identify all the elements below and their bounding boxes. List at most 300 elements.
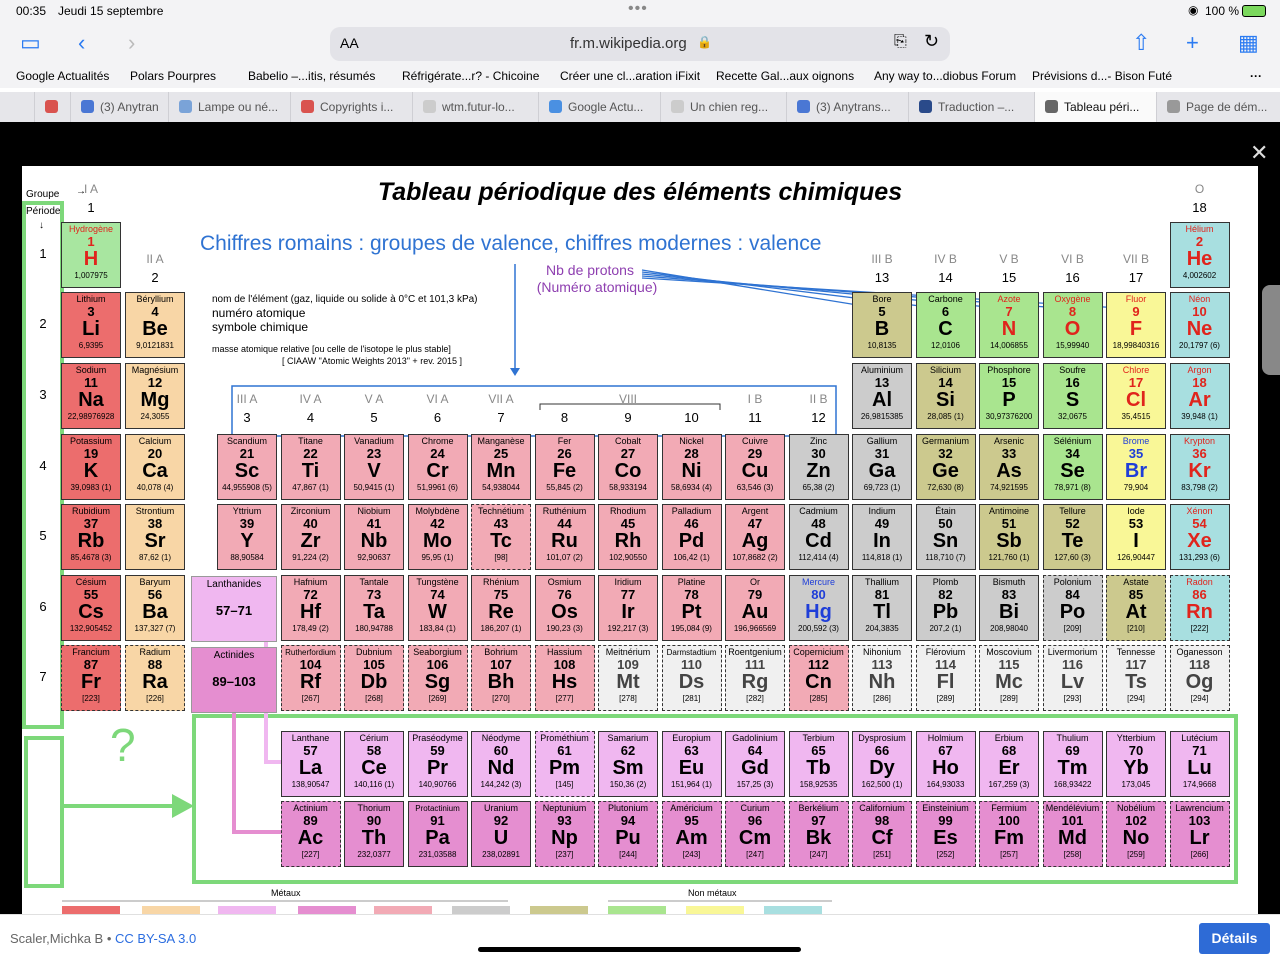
- atomic-number: 17: [1128, 375, 1144, 390]
- element-name: Hélium: [1185, 224, 1214, 234]
- element-symbol: Rh: [614, 530, 642, 552]
- element-cell-md: [1043, 801, 1103, 867]
- atomic-mass: [222]: [1190, 624, 1209, 633]
- atomic-number: 118: [1189, 657, 1210, 672]
- group-roman-label: VII B: [1122, 252, 1149, 266]
- atomic-mass: 51,9961 (6): [417, 483, 458, 492]
- atomic-mass: 167,259 (3): [988, 780, 1030, 789]
- legend-swatch: [218, 906, 276, 914]
- period-number: 7: [39, 669, 47, 684]
- atomic-number: 19: [83, 446, 99, 461]
- atomic-number: 116: [1062, 657, 1083, 672]
- element-symbol: Pu: [615, 827, 641, 849]
- tab-title: (3) Anytrans...: [816, 100, 891, 114]
- element-name: Zinc: [809, 436, 827, 446]
- atomic-number: 75: [493, 587, 509, 602]
- license-link[interactable]: CC BY-SA 3.0: [115, 931, 197, 946]
- atomic-number: 26: [557, 446, 572, 461]
- bookmark-item[interactable]: Polars Pourpres: [130, 69, 217, 83]
- atomic-number: 117: [1125, 657, 1147, 672]
- atomic-number: 20: [147, 446, 163, 461]
- element-symbol: S: [1065, 389, 1080, 411]
- forward-icon[interactable]: ›: [128, 30, 136, 55]
- element-symbol: H: [83, 248, 99, 270]
- close-viewer-icon[interactable]: ✕: [1250, 140, 1269, 165]
- element-symbol: Fl: [936, 671, 955, 693]
- element-name: Tantale: [359, 577, 389, 587]
- element-cell-n: [979, 292, 1039, 358]
- element-cell-si: [916, 363, 976, 429]
- element-cell-h: [61, 222, 121, 288]
- element-symbol: He: [1186, 248, 1213, 270]
- atomic-mass: 12,0106: [931, 341, 960, 350]
- element-symbol: Ti: [301, 460, 320, 482]
- atomic-number: 43: [493, 516, 509, 531]
- atomic-number: 109: [617, 657, 639, 672]
- element-name: Fluor: [1125, 294, 1147, 304]
- element-symbol: La: [298, 757, 323, 779]
- element-name: Bohrium: [484, 647, 518, 657]
- element-symbol: Pt: [681, 601, 702, 623]
- atomic-mass: [243]: [682, 850, 701, 859]
- atomic-number: 82: [938, 587, 953, 602]
- element-name: Scandium: [226, 436, 268, 446]
- browser-tab[interactable]: [34, 92, 70, 122]
- element-name: Soufre: [1059, 365, 1086, 375]
- browser-tab[interactable]: [908, 92, 1034, 122]
- atomic-number: 59: [430, 743, 445, 758]
- atomic-mass: 178,49 (2): [292, 624, 329, 633]
- element-cell-hg: [789, 575, 849, 641]
- element-symbol: Ne: [1186, 318, 1213, 340]
- group-number: 3: [243, 410, 251, 425]
- atomic-number: 92: [493, 813, 509, 828]
- bookmark-item[interactable]: Recette Gal...aux oignons: [716, 69, 855, 83]
- browser-tab[interactable]: [1034, 92, 1156, 122]
- atomic-number: 86: [1192, 587, 1207, 602]
- element-symbol: Lu: [1187, 757, 1212, 779]
- element-cell-as: [979, 434, 1039, 500]
- element-symbol: Bi: [999, 601, 1019, 623]
- group-number: 6: [433, 410, 442, 425]
- group-label: Groupe: [26, 189, 60, 200]
- atomic-number: 69: [1065, 743, 1080, 758]
- details-button[interactable]: Détails: [1199, 923, 1270, 954]
- atomic-mass: 39,948 (1): [1181, 412, 1218, 421]
- element-symbol: Sc: [234, 460, 260, 482]
- bookmark-item[interactable]: Google Actualités: [16, 69, 110, 83]
- element-cell-b: [852, 292, 912, 358]
- bookmark-item[interactable]: Babelio –...itis, résumés: [248, 69, 376, 83]
- url-text[interactable]: fr.m.wikipedia.org: [570, 35, 687, 52]
- atomic-number: 46: [684, 516, 699, 531]
- atomic-mass: 40,078 (4): [136, 483, 174, 492]
- atomic-mass: 39,0983 (1): [70, 483, 112, 492]
- element-name: Californium: [859, 803, 905, 813]
- element-name: Indium: [868, 506, 896, 516]
- element-cell-mt: [598, 645, 658, 711]
- atomic-mass: [259]: [1127, 850, 1145, 859]
- bookmark-item[interactable]: Créer une cl...aration iFixit: [560, 69, 701, 83]
- group-number: 12: [811, 410, 826, 425]
- side-handle-icon[interactable]: [1262, 285, 1280, 375]
- element-symbol: C: [938, 318, 953, 340]
- element-name: Américium: [670, 803, 713, 813]
- group-roman-label: VIII: [618, 392, 637, 406]
- atomic-mass: 158,92535: [799, 780, 838, 789]
- atomic-mass: 35,4515: [1121, 412, 1151, 421]
- empty-period-frame: [26, 738, 62, 886]
- element-symbol: Dy: [869, 757, 895, 779]
- element-cell-zr: [281, 504, 341, 570]
- element-symbol: Ds: [678, 671, 705, 693]
- element-cell-eu: [662, 731, 722, 797]
- credit-author: Scaler,Michka B •: [10, 931, 112, 946]
- element-cell-f: [1106, 292, 1166, 358]
- browser-tab[interactable]: [538, 92, 660, 122]
- element-name: Hydrogène: [68, 224, 114, 234]
- element-cell-po: [1043, 575, 1103, 641]
- element-symbol: Tb: [806, 757, 831, 779]
- element-name: Germanium: [921, 436, 969, 446]
- atomic-mass: 18,99840316: [1112, 341, 1160, 350]
- element-name: Astate: [1123, 577, 1149, 587]
- element-symbol: Zn: [806, 460, 831, 482]
- element-cell-zn: [789, 434, 849, 500]
- tab-favicon-icon: [301, 100, 314, 113]
- bookmark-item[interactable]: Any way to...diobus Forum: [874, 69, 1017, 83]
- atomic-mass: 164,93033: [926, 780, 965, 789]
- tab-favicon-icon: [81, 100, 94, 113]
- element-cell-ga: [852, 434, 912, 500]
- element-cell-lu: [1170, 731, 1230, 797]
- atomic-number: 35: [1128, 446, 1144, 461]
- atomic-mass: [282]: [746, 694, 764, 703]
- period-arrow-icon: ↓: [39, 220, 44, 231]
- atomic-mass: 28,085 (1): [927, 412, 964, 421]
- atomic-mass: 88,90584: [230, 553, 264, 562]
- atomic-mass: 30,97376200: [985, 412, 1033, 421]
- element-name: Hassium: [546, 647, 582, 657]
- element-cell-br: [1106, 434, 1166, 500]
- element-cell-mn: [471, 434, 531, 500]
- atomic-mass: 118,710 (7): [925, 553, 966, 562]
- tab-title: Traduction –...: [938, 100, 1015, 114]
- atomic-number: 97: [811, 813, 826, 828]
- share-icon[interactable]: ⇧: [1132, 30, 1151, 55]
- tab-overview-icon[interactable]: ▦: [1238, 30, 1259, 55]
- atomic-number: 104: [299, 657, 322, 672]
- multitask-dots-icon[interactable]: •••: [628, 0, 648, 17]
- element-name: Palladium: [671, 506, 712, 516]
- back-icon[interactable]: ‹: [78, 30, 86, 55]
- atomic-mass: [293]: [1063, 694, 1082, 703]
- element-symbol: Nb: [360, 530, 388, 552]
- atomic-number: 5: [878, 304, 886, 319]
- atomic-mass: 112,414 (4): [798, 553, 839, 562]
- element-symbol: Eu: [678, 757, 705, 779]
- element-cell-i: [1106, 504, 1166, 570]
- element-name: Molybdène: [415, 506, 460, 516]
- element-symbol: Zr: [300, 530, 321, 552]
- reader-aa-button[interactable]: AA: [340, 35, 359, 51]
- element-cell-ra: [125, 645, 185, 711]
- element-symbol: Ba: [142, 601, 168, 623]
- element-cell-np: [535, 801, 595, 867]
- atomic-number: 90: [366, 813, 382, 828]
- atomic-mass: 65,38 (2): [802, 483, 835, 492]
- atomic-mass: [252]: [936, 850, 955, 859]
- element-cell-tc: [471, 504, 531, 570]
- atomic-number: 88: [147, 657, 163, 672]
- atomic-number: 29: [747, 446, 763, 461]
- element-name: Néodyme: [481, 733, 521, 743]
- atomic-mass: 196,966569: [733, 624, 777, 633]
- element-symbol: Cn: [805, 671, 832, 693]
- period-number: 2: [39, 316, 47, 331]
- new-tab-icon[interactable]: +: [1186, 30, 1199, 55]
- element-symbol: Fm: [994, 827, 1024, 849]
- atomic-mass: 4,002602: [1182, 271, 1217, 280]
- nonmetals-label: Non métaux: [688, 888, 737, 898]
- element-cell-sr: [125, 504, 185, 570]
- atomic-number: 81: [874, 587, 890, 602]
- element-cell-fm: [979, 801, 1039, 867]
- atomic-number: 78: [684, 587, 699, 602]
- element-cell-ru: [535, 504, 595, 570]
- element-name: Iridium: [614, 577, 642, 587]
- atomic-number: 30: [811, 446, 826, 461]
- atomic-mass: 140,90766: [418, 780, 457, 789]
- element-cell-sc: [217, 434, 277, 500]
- element-cell-o: [1043, 292, 1103, 358]
- lanthanides-range-cell: [191, 576, 277, 642]
- legend-swatch: [686, 906, 744, 914]
- tab-title: Copyrights i...: [320, 100, 394, 114]
- element-name: Potassium: [69, 436, 113, 446]
- group-roman-label: O: [1194, 182, 1205, 196]
- element-symbol: Ce: [361, 757, 387, 779]
- element-cell-cl: [1106, 363, 1166, 429]
- element-name: Livermorium: [1047, 647, 1098, 657]
- atomic-mass: 204,3835: [865, 624, 899, 633]
- atomic-number: 47: [747, 516, 763, 531]
- atomic-number: 7: [1005, 304, 1013, 319]
- group-number: 10: [684, 410, 699, 425]
- group-roman-label: II A: [146, 252, 164, 266]
- atomic-number: 53: [1128, 516, 1144, 531]
- legend-swatch: [452, 906, 510, 914]
- element-name: Thulium: [1056, 733, 1089, 743]
- group-roman-label: VII A: [488, 392, 514, 406]
- legend-source: [ CIAAW "Atomic Weights 2013" + rev. 2015 ]: [282, 356, 463, 366]
- atomic-mass: [247]: [809, 850, 828, 859]
- lock-icon: 🔒: [697, 35, 712, 49]
- element-cell-ts: [1106, 645, 1166, 711]
- tab-favicon-icon: [671, 100, 684, 113]
- atomic-mass: [289]: [936, 694, 955, 703]
- element-symbol: Th: [361, 827, 387, 849]
- element-symbol: Bh: [487, 671, 515, 693]
- element-cell-cr: [408, 434, 468, 500]
- atomic-number: 110: [681, 657, 702, 672]
- image-credit: [10, 931, 196, 946]
- browser-tab[interactable]: [70, 92, 168, 122]
- element-name: Copernicium: [793, 647, 844, 657]
- period-label: Période: [26, 206, 61, 217]
- element-cell-pm: [535, 731, 595, 797]
- atomic-mass: 183,84 (1): [419, 624, 456, 633]
- element-name: Hafnium: [293, 577, 328, 587]
- atomic-mass: [266]: [1190, 850, 1209, 859]
- atomic-number: 89: [303, 813, 318, 828]
- element-symbol: Sn: [932, 530, 959, 552]
- legend-swatch: [298, 906, 356, 914]
- element-symbol: Db: [360, 671, 388, 693]
- browser-tab[interactable]: [786, 92, 908, 122]
- element-symbol: Ar: [1188, 389, 1211, 411]
- browser-tab[interactable]: [168, 92, 290, 122]
- atomic-number: 52: [1065, 516, 1080, 531]
- element-symbol: Tl: [873, 601, 891, 623]
- browser-tab[interactable]: [1156, 92, 1280, 122]
- element-cell-xe: [1170, 504, 1230, 570]
- atomic-number: 24: [430, 446, 445, 461]
- element-cell-bi: [979, 575, 1039, 641]
- element-symbol: I: [1133, 530, 1139, 552]
- atomic-number: 41: [366, 516, 382, 531]
- element-name: Chrome: [421, 436, 454, 446]
- browser-tab[interactable]: [412, 92, 538, 122]
- element-cell-p: [979, 363, 1039, 429]
- status-bar: [0, 0, 1280, 22]
- element-cell-os: [535, 575, 595, 641]
- atomic-number: 101: [1061, 813, 1084, 828]
- periodic-table-image: [22, 166, 1258, 914]
- atomic-number: 9: [1132, 304, 1140, 319]
- element-symbol: Mo: [423, 530, 452, 552]
- atomic-mass: 207,2 (1): [929, 624, 962, 633]
- atomic-number: 98: [874, 813, 890, 828]
- element-name: Bismuth: [992, 577, 1026, 587]
- atomic-mass: 150,36 (2): [609, 780, 647, 789]
- element-symbol: Ts: [1125, 671, 1147, 693]
- element-symbol: Cd: [805, 530, 832, 552]
- legend-mass: masse atomique relative [ou celle de l'isotope le plus stable]: [212, 344, 451, 354]
- atomic-number: 8: [1068, 304, 1077, 319]
- atomic-number: 50: [938, 516, 953, 531]
- element-name: Cuivre: [741, 436, 768, 446]
- more-bookmarks-icon[interactable]: ···: [1250, 69, 1262, 83]
- element-name: Gallium: [866, 436, 898, 446]
- browser-tab[interactable]: [290, 92, 412, 122]
- tab-favicon-icon: [423, 100, 436, 113]
- element-symbol: Cf: [871, 827, 893, 849]
- element-cell-ge: [916, 434, 976, 500]
- element-name: Xénon: [1186, 506, 1213, 516]
- atomic-mass: [223]: [82, 694, 100, 703]
- element-name: Cérium: [359, 733, 389, 743]
- element-cell-te: [1043, 504, 1103, 570]
- element-name: Fer: [557, 436, 572, 446]
- atomic-number: 55: [83, 587, 99, 602]
- element-cell-k: [61, 434, 121, 500]
- atomic-mass: 9,0121831: [136, 341, 174, 350]
- atomic-number: 14: [938, 375, 953, 390]
- atomic-number: 10: [1192, 304, 1207, 319]
- browser-tab[interactable]: [660, 92, 786, 122]
- atomic-mass: [278]: [619, 694, 637, 703]
- element-cell-na: [61, 363, 121, 429]
- element-name: Krypton: [1183, 436, 1216, 446]
- element-symbol: Kr: [1188, 460, 1211, 482]
- element-symbol: Au: [741, 601, 769, 623]
- atomic-number: 51: [1001, 516, 1017, 531]
- atomic-number: 25: [493, 446, 509, 461]
- reload-icon[interactable]: ↻: [924, 31, 940, 51]
- atomic-mass: 140,116 (1): [353, 780, 395, 789]
- element-symbol: Cr: [426, 460, 449, 482]
- element-symbol: As: [996, 460, 1022, 482]
- atomic-number: 32: [938, 446, 953, 461]
- group-roman-label: VI A: [426, 392, 449, 406]
- element-cell-fl: [916, 645, 976, 711]
- element-symbol: O: [1064, 318, 1081, 340]
- element-cell-ds: [662, 645, 722, 711]
- sidebar-icon[interactable]: ▭: [20, 30, 41, 55]
- extension-icon[interactable]: ⎘: [894, 33, 907, 50]
- element-name: Or: [750, 577, 760, 587]
- atomic-mass: 107,8682 (2): [732, 553, 778, 562]
- address-bar[interactable]: [330, 27, 950, 61]
- element-symbol: Ga: [868, 460, 896, 482]
- element-cell-nd: [471, 731, 531, 797]
- element-cell-u: [471, 801, 531, 867]
- atomic-number: 77: [620, 587, 636, 602]
- element-cell-hs: [535, 645, 595, 711]
- element-cell-am: [662, 801, 722, 867]
- atomic-number: 108: [553, 657, 576, 672]
- legend-swatch: [530, 906, 588, 914]
- home-indicator: [478, 947, 801, 952]
- atomic-mass: [270]: [492, 694, 510, 703]
- atomic-mass: 168,93422: [1053, 780, 1092, 789]
- element-name: Mercure: [801, 577, 835, 587]
- bookmark-item[interactable]: Prévisions d...- Bison Futé: [1032, 69, 1173, 83]
- element-symbol: Sm: [612, 757, 644, 779]
- element-symbol: Sr: [144, 530, 166, 552]
- element-cell-ac: [281, 801, 341, 867]
- group-roman-label: III A: [236, 392, 258, 406]
- wifi-icon: ◉: [1188, 3, 1199, 17]
- element-cell-ca: [125, 434, 185, 500]
- atomic-number: 31: [874, 446, 890, 461]
- atomic-mass: 157,25 (3): [736, 780, 774, 789]
- group-number: 14: [938, 270, 953, 285]
- element-symbol: Li: [82, 318, 100, 340]
- pointer-arrow: [510, 368, 520, 376]
- viewer-footer: [0, 914, 1280, 960]
- group-number: 5: [370, 410, 378, 425]
- element-cell-pu: [598, 801, 658, 867]
- element-symbol: Hs: [551, 671, 578, 693]
- element-symbol: Ir: [621, 601, 635, 623]
- element-symbol: Ca: [142, 460, 168, 482]
- atomic-number: 28: [684, 446, 699, 461]
- atomic-number: 68: [1001, 743, 1017, 758]
- atomic-mass: [281]: [682, 694, 701, 703]
- bookmark-item[interactable]: Réfrigérate...r? - Chicoine: [402, 69, 540, 83]
